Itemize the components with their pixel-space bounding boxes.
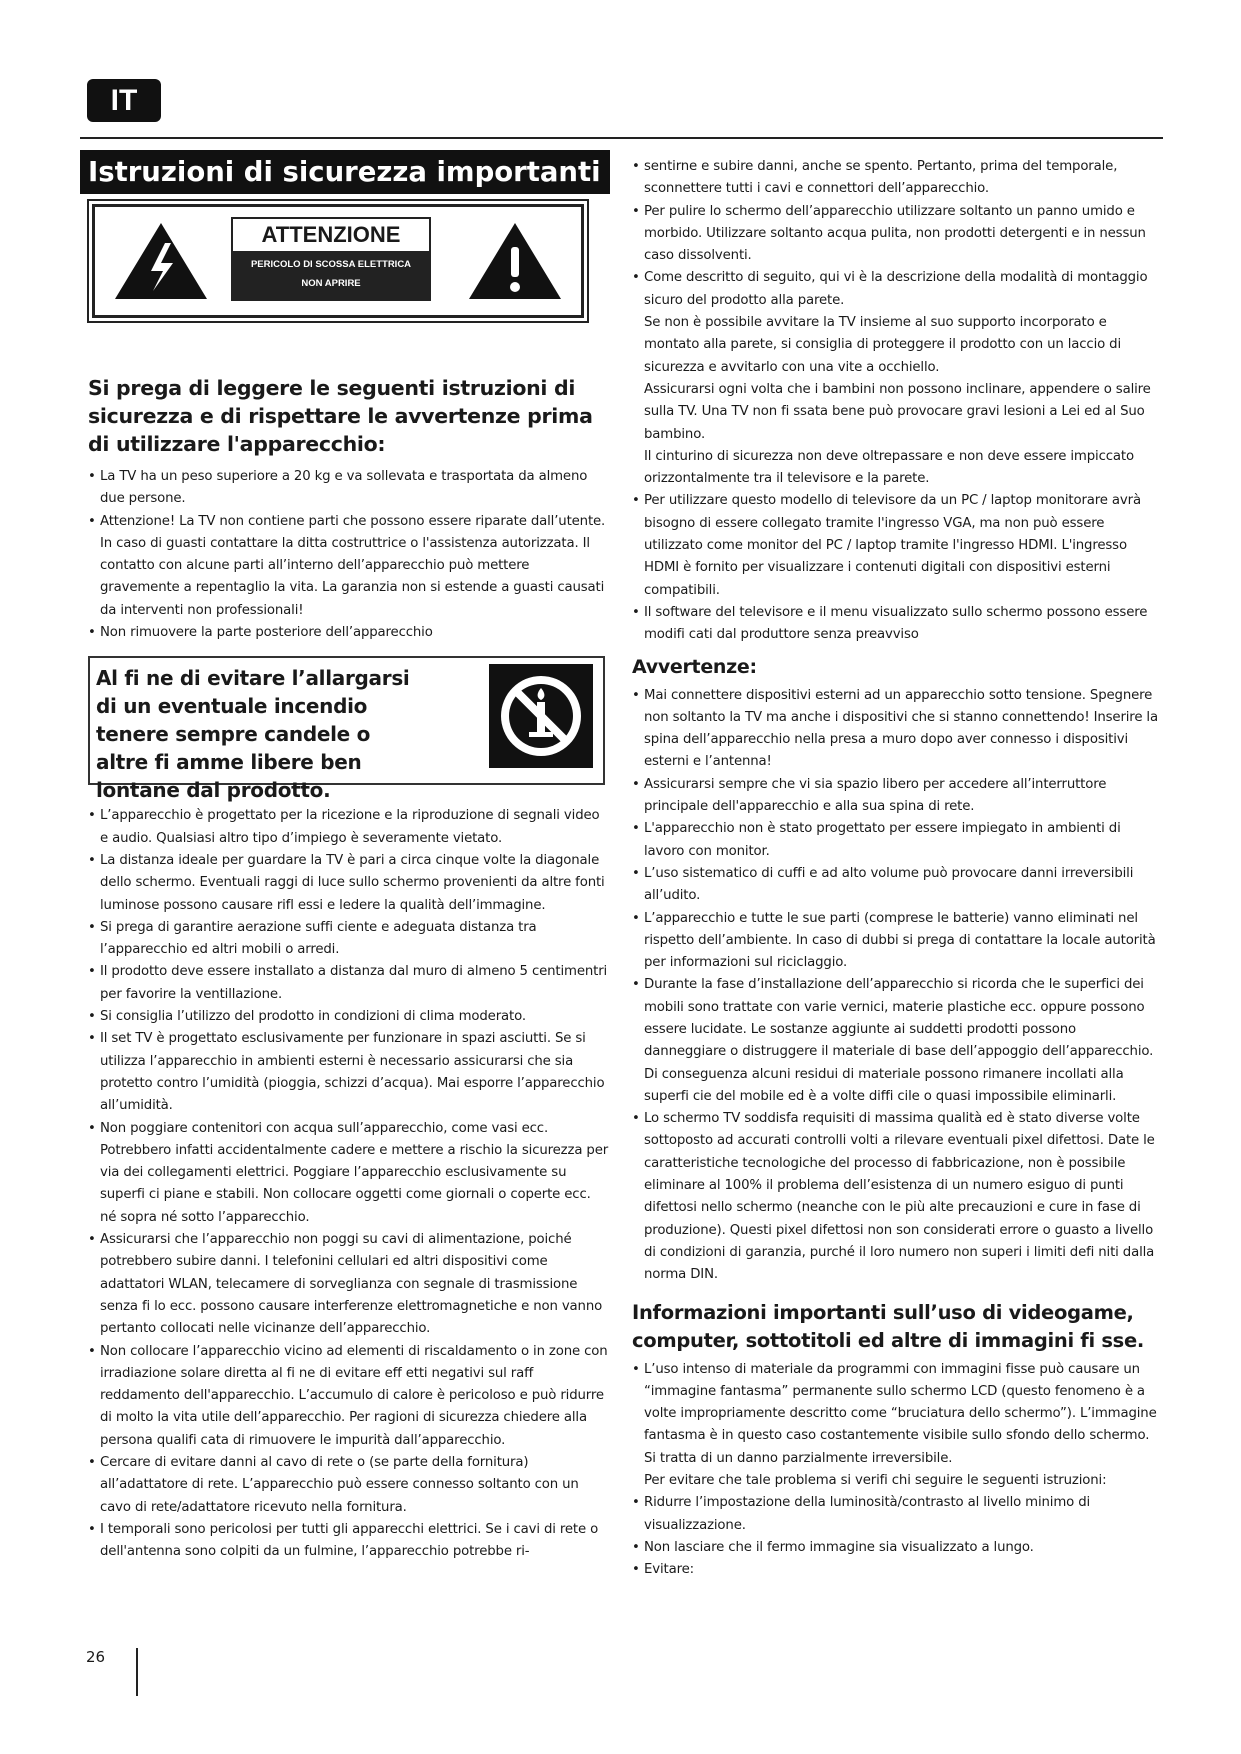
list-item: • Evitare: bbox=[632, 1559, 1162, 1581]
exclamation-warning-icon bbox=[467, 221, 563, 301]
list-item: • Durante la fase d’installazione dell’apparecchio si ricorda che le superfici dei mobili sono trattate con varie vernici, materie plastiche ecc. oppure possono essere lucidate. Le sostanze aggiunte ai suddetti prodotti possono danneggiare o distruggere il materiale di base dell’appoggio dell’apparecchio. Di conseguenza alcuni residui di materiale possono rimanere incollati alla superfi cie del mobile ed è a volte diffi cile o quasi impossibile eliminarli. bbox=[632, 974, 1162, 1108]
list-item: • Per utilizzare questo modello di televisore da un PC / laptop monitorare avrà bisogno di essere collegato tramite l'ingresso VGA, ma non può essere utilizzato come monitor del PC / laptop tramite l'ingresso HDMI. L'ingresso HDMI è fornito per visualizzare i contenuti digitali con dispositivi esterni compatibili. bbox=[632, 490, 1162, 601]
list-item: • Non rimuovere la parte posteriore dell’apparecchio bbox=[88, 622, 610, 644]
list-item: • Non poggiare contenitori con acqua sull’apparecchio, come vasi ecc. Potrebbero infatti accidentalmente cadere e mettere a rischio la sicurezza per via dei collegamenti elettrici. Poggiare l’apparecchio esclusivamente su superfi ci piane e stabili. Non collocare oggetti come giornali o coperte ecc. né sopra né sotto l’apparecchio. bbox=[88, 1118, 610, 1229]
list-item: • Si consiglia l’utilizzo del prodotto in condizioni di clima moderato. bbox=[88, 1006, 610, 1028]
electric-shock-icon bbox=[113, 221, 209, 301]
list-item: • Cercare di evitare danni al cavo di rete o (se parte della fornitura) all’adattatore di rete. L’apparecchio può essere connesso soltanto con un cavo di rete/adattatore ricevuto nella fornitura. bbox=[88, 1452, 610, 1519]
warning-box bbox=[92, 204, 584, 318]
no-candle-icon bbox=[489, 664, 593, 768]
continued-text bbox=[632, 156, 1162, 201]
list-item: • La TV ha un peso superiore a 20 kg e va sollevata e trasportata da almeno due persone. bbox=[88, 466, 610, 511]
list-item: • Si prega di garantire aerazione suffi ciente e adeguata distanza tra l’apparecchio ed altri mobili o arredi. bbox=[88, 917, 610, 962]
list-item: • L’uso sistematico di cuffi e ad alto volume può provocare danni irreversibili all’udito. bbox=[632, 863, 1162, 908]
attention-title: ATTENZIONE bbox=[231, 217, 431, 253]
safety-list-2 bbox=[80, 805, 610, 1563]
info-paragraph: Per evitare che tale problema si verifi chi seguire le seguenti istruzioni: bbox=[644, 1473, 1107, 1489]
list-item: • Per pulire lo schermo dell’apparecchio utilizzare soltanto un panno umido e morbido. Utilizzare soltanto acqua pulita, non prodotti detergenti e in nessun caso dissolventi. bbox=[632, 201, 1162, 268]
footer-divider bbox=[136, 1648, 138, 1696]
list-item: • Attenzione! La TV non contiene parti che possono essere riparate dall’utente. In caso di guasti contattare la ditta costruttrice o l'assistenza autorizzata. Il contatto con alcune parti all’interno dell’apparecchio può mettere gravemente a repentaglio la vita. La garanzia non si estende a guasti causati da interventi non professionali! bbox=[88, 511, 610, 622]
info-list bbox=[632, 1359, 1162, 1582]
list-item: • La distanza ideale per guardare la TV è pari a circa cinque volte la diagonale dello schermo. Eventuali raggi di luce sullo schermo provenienti da altre fonti luminose possono causare rifl essi e ledere la qualità dell’immagine. bbox=[88, 850, 610, 917]
fire-warning-box bbox=[88, 656, 605, 803]
attention-line-1: PERICOLO DI SCOSSA ELETTRICA bbox=[250, 259, 412, 270]
left-column bbox=[80, 150, 610, 1563]
safety-list-1 bbox=[80, 466, 610, 644]
list-item: • Non lasciare che il fermo immagine sia visualizzato a lungo. bbox=[632, 1537, 1162, 1559]
list-item: • Assicurarsi sempre che vi sia spazio libero per accedere all’interruttore principale dell'apparecchio e alla sua spina di rete. bbox=[632, 774, 1162, 819]
attention-line-2: NON APRIRE bbox=[301, 278, 361, 289]
list-item: • L’apparecchio e tutte le sue parti (comprese le batterie) vanno eliminati nel rispetto dell’ambiente. In caso di dubbi si prega di contattare la locale autorità per informazioni sul riciclaggio. bbox=[632, 908, 1162, 975]
list-item: • Assicurarsi che l’apparecchio non poggi su cavi di alimentazione, poiché potrebbero subire danni. I telefonini cellulari ed altri dispositivi come adattatori WLAN, telecamere di sorveglianza con segnale di trasmissione senza fi lo ecc. possono causare interferenze elettromagnetiche e non vanno pertanto collocati nelle vicinanze dell’apparecchio. bbox=[88, 1229, 610, 1340]
mount-paragraph: Assicurarsi ogni volta che i bambini non possono inclinare, appendere o salire sulla TV. Una TV non fi ssata bene può provocare gravi lesioni a Lei ed al Suo bambino. bbox=[644, 381, 1151, 442]
fire-warning-text: Al fi ne di evitare l’allargarsi di un eventuale incendio tenere sempre candele o altre fi amme libere ben lontane dal prodotto. bbox=[96, 666, 410, 803]
right-column bbox=[632, 156, 1162, 1582]
lead-heading: Si prega di leggere le seguenti istruzioni di sicurezza e di rispettare le avvertenze prima di utilizzare l'apparecchio: bbox=[88, 376, 593, 456]
list-item: • I temporali sono pericolosi per tutti gli apparecchi elettrici. Se i cavi di rete o dell'antenna sono colpiti da un fulmine, l’apparecchio potrebbe ri- bbox=[88, 1519, 610, 1564]
header-rule bbox=[80, 137, 1163, 139]
list-item: • Lo schermo TV soddisfa requisiti di massima qualità ed è stato diverse volte sottoposto ad accurati controlli volti a rilevare eventuali pixel difettosi. Date le caratteristiche tecnologiche del processo di fabbricazione, non è possibile eliminare al 100% il problema dell’esistenza di un numero esiguo di punti difettosi nello schermo (neanche con le più alte precauzioni e cure in fase di produzione). Questi pixel difettosi non son considerati errore o guasto a livello di condizioni di garanzia, purché il loro numero non superi i limiti defi niti dalla norma DIN. bbox=[632, 1108, 1162, 1286]
mount-paragraph: Se non è possibile avvitare la TV insieme al suo supporto incorporato e montato alla parete, si consiglia di proteggere il prodotto con un laccio di sicurezza e avvitarlo con una vite a occhiello. bbox=[644, 315, 1122, 375]
list-item: • L'apparecchio non è stato progettato per essere impiegato in ambienti di lavoro con monitor. bbox=[632, 818, 1162, 863]
list-item: • Mai connettere dispositivi esterni ad un apparecchio sotto tensione. Spegnere non soltanto la TV ma anche i dispositivi che si stanno connettendo! Inserire la spina dell’apparecchio nella presa a muro dopo aver connesso i dispositivi esterni e l’antenna! bbox=[632, 685, 1162, 774]
warnings-heading: Avvertenze: bbox=[632, 655, 757, 678]
list-item bbox=[632, 267, 1162, 490]
warnings-list bbox=[632, 685, 1162, 1287]
list-item: • Il software del televisore e il menu visualizzato sullo schermo possono essere modifi cati dal produttore senza preavviso bbox=[632, 602, 1162, 647]
list-item-text: L’uso intenso di materiale da programmi con immagini fisse può causare un “immagine fantasma” permanente sullo schermo LCD (questo fenomeno è a volte impropriamente descritto come “bruciatura dello schermo”). L’immagine fantasma è in questo caso costantemente visibile sullo sfondo dello schermo. Si tratta di un danno parzialmente irreversibile. bbox=[644, 1361, 1157, 1466]
list-item-text: Come descritto di seguito, qui vi è la descrizione della modalità di montaggio sicuro del prodotto alla parete. bbox=[644, 270, 1148, 308]
list-item bbox=[632, 1359, 1162, 1493]
page-number: 26 bbox=[86, 1648, 106, 1666]
continued-paragraph: sentirne e subire danni, anche se spento. Pertanto, prima del temporale, sconnettere tutti i cavi e connettori dell’apparecchio. bbox=[644, 159, 1118, 197]
attention-subtitle bbox=[231, 253, 431, 301]
page-title: Istruzioni di sicurezza importanti bbox=[80, 150, 610, 194]
list-item: • Ridurre l’impostazione della luminosità/contrasto al livello minimo di visualizzazione. bbox=[632, 1492, 1162, 1537]
mount-paragraph: Il cinturino di sicurezza non deve oltrepassare e non deve essere impiccato orizzontalmente tra il televisore e la parete. bbox=[644, 448, 1134, 487]
list-item: • Non collocare l’apparecchio vicino ad elementi di riscaldamento o in zone con irradiazione solare diretta al fi ne di evitare eff etti negativi sul raff reddamento dell'apparecchio. L’accumulo di calore è pericoloso e può ridurre di molto la vita utile dell’apparecchio. Per ragioni di sicurezza chiedere alla persona qualifi cata di rimuovere le impurità dall’apparecchio. bbox=[88, 1341, 610, 1452]
list-item: • Il set TV è progettato esclusivamente per funzionare in spazi asciutti. Se si utilizza l’apparecchio in ambienti esterni è necessario assicurarsi che sia protetto contro l’umidità (pioggia, schizzi d’acqua). Mai esporre l’apparecchio all’umidità. bbox=[88, 1028, 610, 1117]
info-heading: Informazioni importanti sull’uso di videogame, computer, sottotitoli ed altre di immagini fi sse. bbox=[632, 1300, 1145, 1352]
language-badge: IT bbox=[87, 79, 161, 122]
list-item: • L’apparecchio è progettato per la ricezione e la riproduzione di segnali video e audio. Qualsiasi altro tipo d’impiego è severamente vietato. bbox=[88, 805, 610, 850]
safety-list-3 bbox=[632, 156, 1162, 647]
list-item: • Il prodotto deve essere installato a distanza dal muro di almeno 5 centimentri per favorire la ventillazione. bbox=[88, 961, 610, 1006]
attention-label bbox=[231, 217, 431, 301]
